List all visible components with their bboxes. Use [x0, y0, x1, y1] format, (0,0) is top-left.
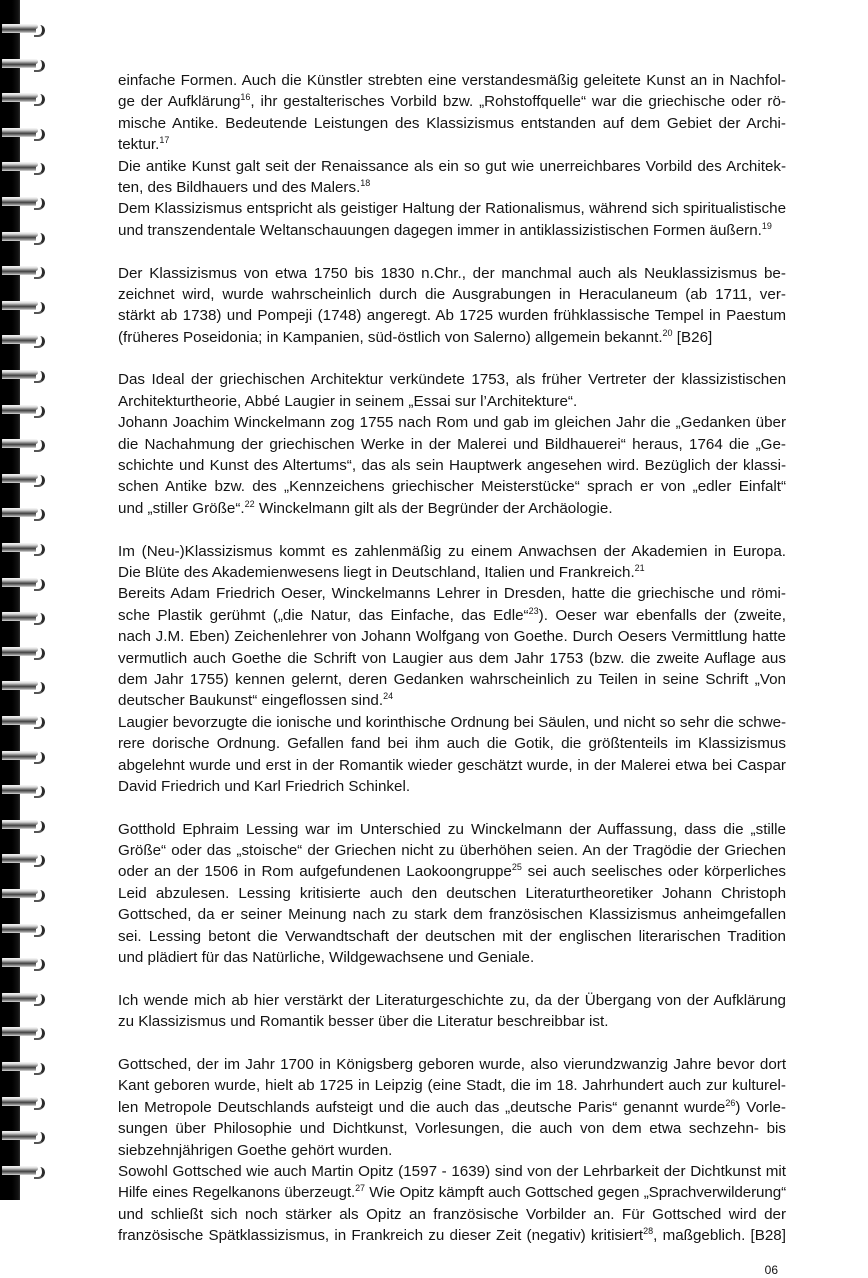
- line-text: sei auch seelisches oder körperliches: [521, 863, 787, 881]
- line-text: Dem Klassizismus entspricht als geistiger Haltung der Rationalismus, während sich spiritualistische: [118, 200, 787, 218]
- text-line: [118, 1118, 786, 1139]
- spiral-ring-icon: [0, 645, 46, 659]
- line-text: stärkt ab 1738) und Pompeji (1748) angeregt. Ab 1725 wurden frühklassische Tempel in Paestum: [118, 307, 787, 325]
- spiral-ring-icon: [0, 333, 46, 347]
- paragraph: [118, 990, 786, 1033]
- line-text: Johann Joachim Winckelmann zog 1755 nach Rom und gab im gleichen Jahr die „Gedanken über: [118, 414, 787, 432]
- line-text: französische Spätklassizismus, in Frankreich zu dieser Zeit (negativ) kritisiert: [118, 1227, 644, 1245]
- text-line: [118, 861, 786, 882]
- spiral-ring-icon: [0, 437, 46, 451]
- text-line: [118, 819, 786, 840]
- text-line: [118, 626, 786, 647]
- line-text: (früheres Poseidonia; in Kampanien, süd-östlich von Salerno) allgemein bekannt.: [118, 328, 663, 346]
- text-line: [118, 327, 786, 348]
- spiral-ring-icon: [0, 714, 46, 728]
- text-line: [118, 1097, 786, 1118]
- line-text: abgelehnt wurde und erst in der Romantik wieder geschätzt wurde, in der Malerei etwa bei Caspar: [118, 756, 786, 774]
- line-text: Die antike Kunst galt seit der Renaissance als ein so gut wie unerreichbares Vorbild des Architek-: [118, 157, 787, 175]
- spiral-ring-icon: [0, 956, 46, 970]
- line-text: siebzehnjährigen Goethe gehört wurden.: [118, 1141, 393, 1159]
- text-line: [118, 583, 786, 604]
- text-line: [118, 562, 786, 583]
- spiral-ring-icon: [0, 749, 46, 763]
- text-line: [118, 1182, 786, 1203]
- spiral-ring-icon: [0, 403, 46, 417]
- line-text: Sowohl Gottsched wie auch Martin Opitz (1597 - 1639) sind von der Lehrbarkeit der Dichtkunst mit: [118, 1162, 786, 1180]
- text-line: [118, 904, 786, 925]
- text-line: [118, 1225, 786, 1246]
- line-text: nach J.M. Eben) Zeichenlehrer von Johann Wolfgang von Goethe. Durch Oesers Vermittlung hatte: [118, 628, 786, 646]
- spiral-ring-icon: [0, 610, 46, 624]
- text-line: [118, 605, 786, 626]
- footnote-marker: 28: [643, 1226, 654, 1237]
- line-text: die Nachahmung der griechischen Werke in der Malerei und Bildhauerei“ heraus, 1764 die „Ge-: [118, 435, 786, 453]
- line-text: Winckelmann gilt als der Begründer der Archäologie.: [254, 499, 613, 517]
- text-line: [118, 156, 786, 177]
- spiral-ring-icon: [0, 195, 46, 209]
- line-text: ). Oeser war ebenfalls der (zweite,: [538, 606, 786, 624]
- line-text: Gotthold Ephraim Lessing war im Unterschied zu Winckelmann der Auffassung, dass die „stille: [118, 820, 786, 838]
- line-text: oder an der 1506 in Rom aufgefundenen Laokoongruppe: [118, 863, 512, 881]
- text-line: [118, 990, 786, 1011]
- line-text: Das Ideal der griechischen Architektur verkündete 1753, als früher Vertreter der klassizistischen: [118, 371, 787, 389]
- spiral-ring-icon: [0, 922, 46, 936]
- text-line: [118, 220, 786, 241]
- footnote-marker: 16: [240, 92, 251, 103]
- line-text: Laugier bevorzugte die ionische und korinthische Ordnung bei Säulen, und nicht so sehr die schwe-: [118, 713, 787, 731]
- text-line: [118, 926, 786, 947]
- text-line: [118, 776, 786, 797]
- line-text: zu Klassizismus und Romantik besser über die Literatur beschreibbar ist.: [118, 1013, 609, 1031]
- text-line: [118, 1011, 786, 1032]
- line-text: Im (Neu-)Klassizismus kommt es zahlenmäßig zu einem Anwachsen der Akademien in Europa.: [118, 542, 786, 560]
- text-line: [118, 134, 786, 155]
- line-text: , ihr gestalterisches Vorbild bzw. „Rohstoffquelle“ war die griechische oder rö-: [250, 93, 786, 111]
- text-line: [118, 476, 786, 497]
- line-text: Gottsched, der im Jahr 1700 in Königsberg geboren wurde, also vierundzwanzig Jahre bevor dort: [118, 1055, 787, 1073]
- text-line: [118, 391, 786, 412]
- line-text: Die Blüte des Akademienwesens liegt in Deutschland, Italien und Frankreich.: [118, 563, 635, 581]
- footnote-marker: 21: [634, 562, 645, 573]
- line-text: ge der Aufklärung: [118, 93, 241, 111]
- footnote-marker: 19: [761, 220, 772, 231]
- footnote-marker: 17: [159, 135, 170, 146]
- spiral-ring-icon: [0, 576, 46, 590]
- line-text: sche Plastik gerühmt („die Natur, das Einfache, das Edle“: [118, 606, 529, 624]
- spiral-ring-icon: [0, 264, 46, 278]
- footnote-marker: 25: [511, 862, 522, 873]
- line-text: schen Antike bzw. des „Kennzeichens griechischer Meisterstücke“ sprach er von „edler Einfalt“: [118, 478, 787, 496]
- line-text: und transzendentale Weltanschauungen dagegen immer in antiklassizistischen Formen äußern.: [118, 221, 762, 239]
- spiral-ring-icon: [0, 1095, 46, 1109]
- spiral-ring-icon: [0, 126, 46, 140]
- spiral-ring-icon: [0, 1164, 46, 1178]
- line-text: rere dorische Ordnung. Gefallen fand bei ihm auch die Gotik, die größtenteils im Klassizismus: [118, 735, 786, 753]
- text-line: [118, 177, 786, 198]
- line-text: Leid abzulesen. Lessing kritisierte auch den deutschen Literaturtheoretiker Johann Christoph: [118, 884, 787, 902]
- line-text: sei. Lessing betont die Verwandtschaft der deutschen mit der englischen literarischen Tradition: [118, 927, 786, 945]
- line-text: Bereits Adam Friedrich Oeser, Winckelmanns Lehrer in Dresden, hatte die griechische und römi-: [118, 585, 786, 603]
- text-line: [118, 498, 786, 519]
- spiral-ring-icon: [0, 1025, 46, 1039]
- text-line: [118, 883, 786, 904]
- text-line: [118, 712, 786, 733]
- line-text: Gottsched, da er seiner Meinung nach zu stark dem französischen Klassizismus anheimgefallen: [118, 906, 787, 924]
- footnote-marker: 24: [383, 691, 394, 702]
- spiral-ring-icon: [0, 230, 46, 244]
- line-text: schichte und Kunst des Altertums“, das als sein Hauptwerk angesehen wird. Bezüglich der klassi-: [118, 457, 787, 475]
- spiral-ring-icon: [0, 991, 46, 1005]
- text-line: [118, 1204, 786, 1225]
- document-page: [118, 70, 786, 1278]
- text-line: [118, 263, 786, 284]
- text-line: [118, 305, 786, 326]
- line-text: und schließt sich noch stärker als Opitz an französische Vorbilder an. Für Gottsched wird der: [118, 1205, 787, 1223]
- paragraph: [118, 1054, 786, 1247]
- line-text: und plädiert für das Natürliche, Wildgewachsene und Geniale.: [118, 949, 535, 967]
- line-text: einfache Formen. Auch die Künstler strebten eine verstandesmäßig geleitete Kunst an in Nachfol-: [118, 72, 786, 89]
- text-line: [118, 1075, 786, 1096]
- line-text: len Metropole Deutschlands aufsteigt und die auch das „deutsche Paris“ genannt wurde: [118, 1098, 726, 1116]
- text-line: [118, 198, 786, 219]
- spiral-ring-icon: [0, 541, 46, 555]
- line-text: Der Klassizismus von etwa 1750 bis 1830 n.Chr., der manchmal auch als Neuklassizismus be-: [118, 264, 786, 282]
- footnote-marker: 22: [244, 498, 255, 509]
- spiral-ring-icon: [0, 1129, 46, 1143]
- line-text: ) Vorle-: [735, 1098, 786, 1116]
- text-line: [118, 690, 786, 711]
- spiral-ring-icon: [0, 472, 46, 486]
- text-line: [118, 91, 786, 112]
- line-text: deutscher Baukunst“ eingeflossen sind.: [118, 692, 384, 710]
- text-line: [118, 733, 786, 754]
- paragraph: [118, 541, 786, 798]
- spiral-ring-icon: [0, 299, 46, 313]
- line-text: Hilfe eines Regelkanons überzeugt.: [118, 1184, 356, 1202]
- footnote-marker: 26: [725, 1097, 736, 1108]
- paragraph: [118, 819, 786, 969]
- spiral-ring-icon: [0, 852, 46, 866]
- line-text: sungen über Philosophie und Dichtkunst, Vorlesungen, die auch von dem etwa sechzehn- bis: [118, 1120, 786, 1138]
- spiral-ring-icon: [0, 506, 46, 520]
- spiral-ring-icon: [0, 783, 46, 797]
- spiral-ring-icon: [0, 818, 46, 832]
- text-line: [118, 755, 786, 776]
- line-text: zeichnet wird, wurde wahrscheinlich durch die Ausgrabungen in Heraculaneum (ab 1711, ver-: [118, 285, 786, 303]
- line-text: Kant geboren wurde, hielt ab 1725 in Leipzig (eine Stadt, die im 18. Jahrhundert auch zur kulturel-: [118, 1077, 786, 1095]
- spiral-ring-icon: [0, 1060, 46, 1074]
- line-text: dem Jahr 1755) kennen gelernt, deren Gedanken wahrscheinlich zu Teilen in seine Schrift „Von: [118, 670, 787, 688]
- line-text: mische Antike. Bedeutende Leistungen des Klassizismus entstanden auf dem Gebiet der Archi-: [118, 114, 786, 132]
- text-line: [118, 70, 786, 91]
- line-text: Größe“ oder das „stoische“ der Griechen nicht zu überhöhen seien. An der Tragödie der Griechen: [118, 842, 786, 860]
- text-line: [118, 455, 786, 476]
- spiral-ring-icon: [0, 887, 46, 901]
- text-line: [118, 1140, 786, 1161]
- line-text: Ich wende mich ab hier verstärkt der Literaturgeschichte zu, da der Übergang von der Aufklärung: [118, 991, 786, 1009]
- text-line: [118, 840, 786, 861]
- text-line: [118, 284, 786, 305]
- line-text: [B26]: [672, 328, 713, 346]
- spiral-binding: [0, 0, 50, 1200]
- line-text: tektur.: [118, 136, 160, 154]
- paragraph: [118, 70, 786, 241]
- line-text: Wie Opitz kämpft auch Gottsched gegen „Sprachverwilderung“: [364, 1184, 787, 1202]
- spiral-ring-icon: [0, 57, 46, 71]
- line-text: ten, des Bildhauers und des Malers.: [118, 178, 361, 196]
- line-text: und „stiller Größe“.: [118, 499, 245, 517]
- spiral-ring-icon: [0, 679, 46, 693]
- text-line: [118, 541, 786, 562]
- paragraph: [118, 369, 786, 519]
- spiral-ring-icon: [0, 368, 46, 382]
- paragraph: [118, 263, 786, 349]
- line-text: vermutlich auch Goethe die Schrift von Laugier aus dem Jahr 1753 (bzw. die zweite Auflage aus: [118, 649, 786, 667]
- text-line: [118, 412, 786, 433]
- text-line: [118, 648, 786, 669]
- footnote-marker: 27: [355, 1183, 365, 1194]
- document-body: [118, 70, 786, 1246]
- spiral-ring-icon: [0, 22, 46, 36]
- line-text: David Friedrich und Karl Friedrich Schinkel.: [118, 777, 411, 795]
- text-line: [118, 113, 786, 134]
- text-line: [118, 1054, 786, 1075]
- footnote-marker: 20: [662, 327, 673, 338]
- spiral-ring-icon: [0, 91, 46, 105]
- spiral-ring-icon: [0, 160, 46, 174]
- footnote-marker: 23: [528, 605, 539, 616]
- text-line: [118, 434, 786, 455]
- page-number: 06: [764, 1262, 778, 1277]
- footnote-marker: 18: [360, 177, 371, 188]
- text-line: [118, 947, 786, 968]
- text-line: [118, 1161, 786, 1182]
- text-line: [118, 369, 786, 390]
- line-text: , maßgeblich. [B28]: [653, 1227, 786, 1245]
- text-line: [118, 669, 786, 690]
- line-text: Architekturtheorie, Abbé Laugier in seinem „Essai sur l’Architekture“.: [118, 392, 578, 410]
